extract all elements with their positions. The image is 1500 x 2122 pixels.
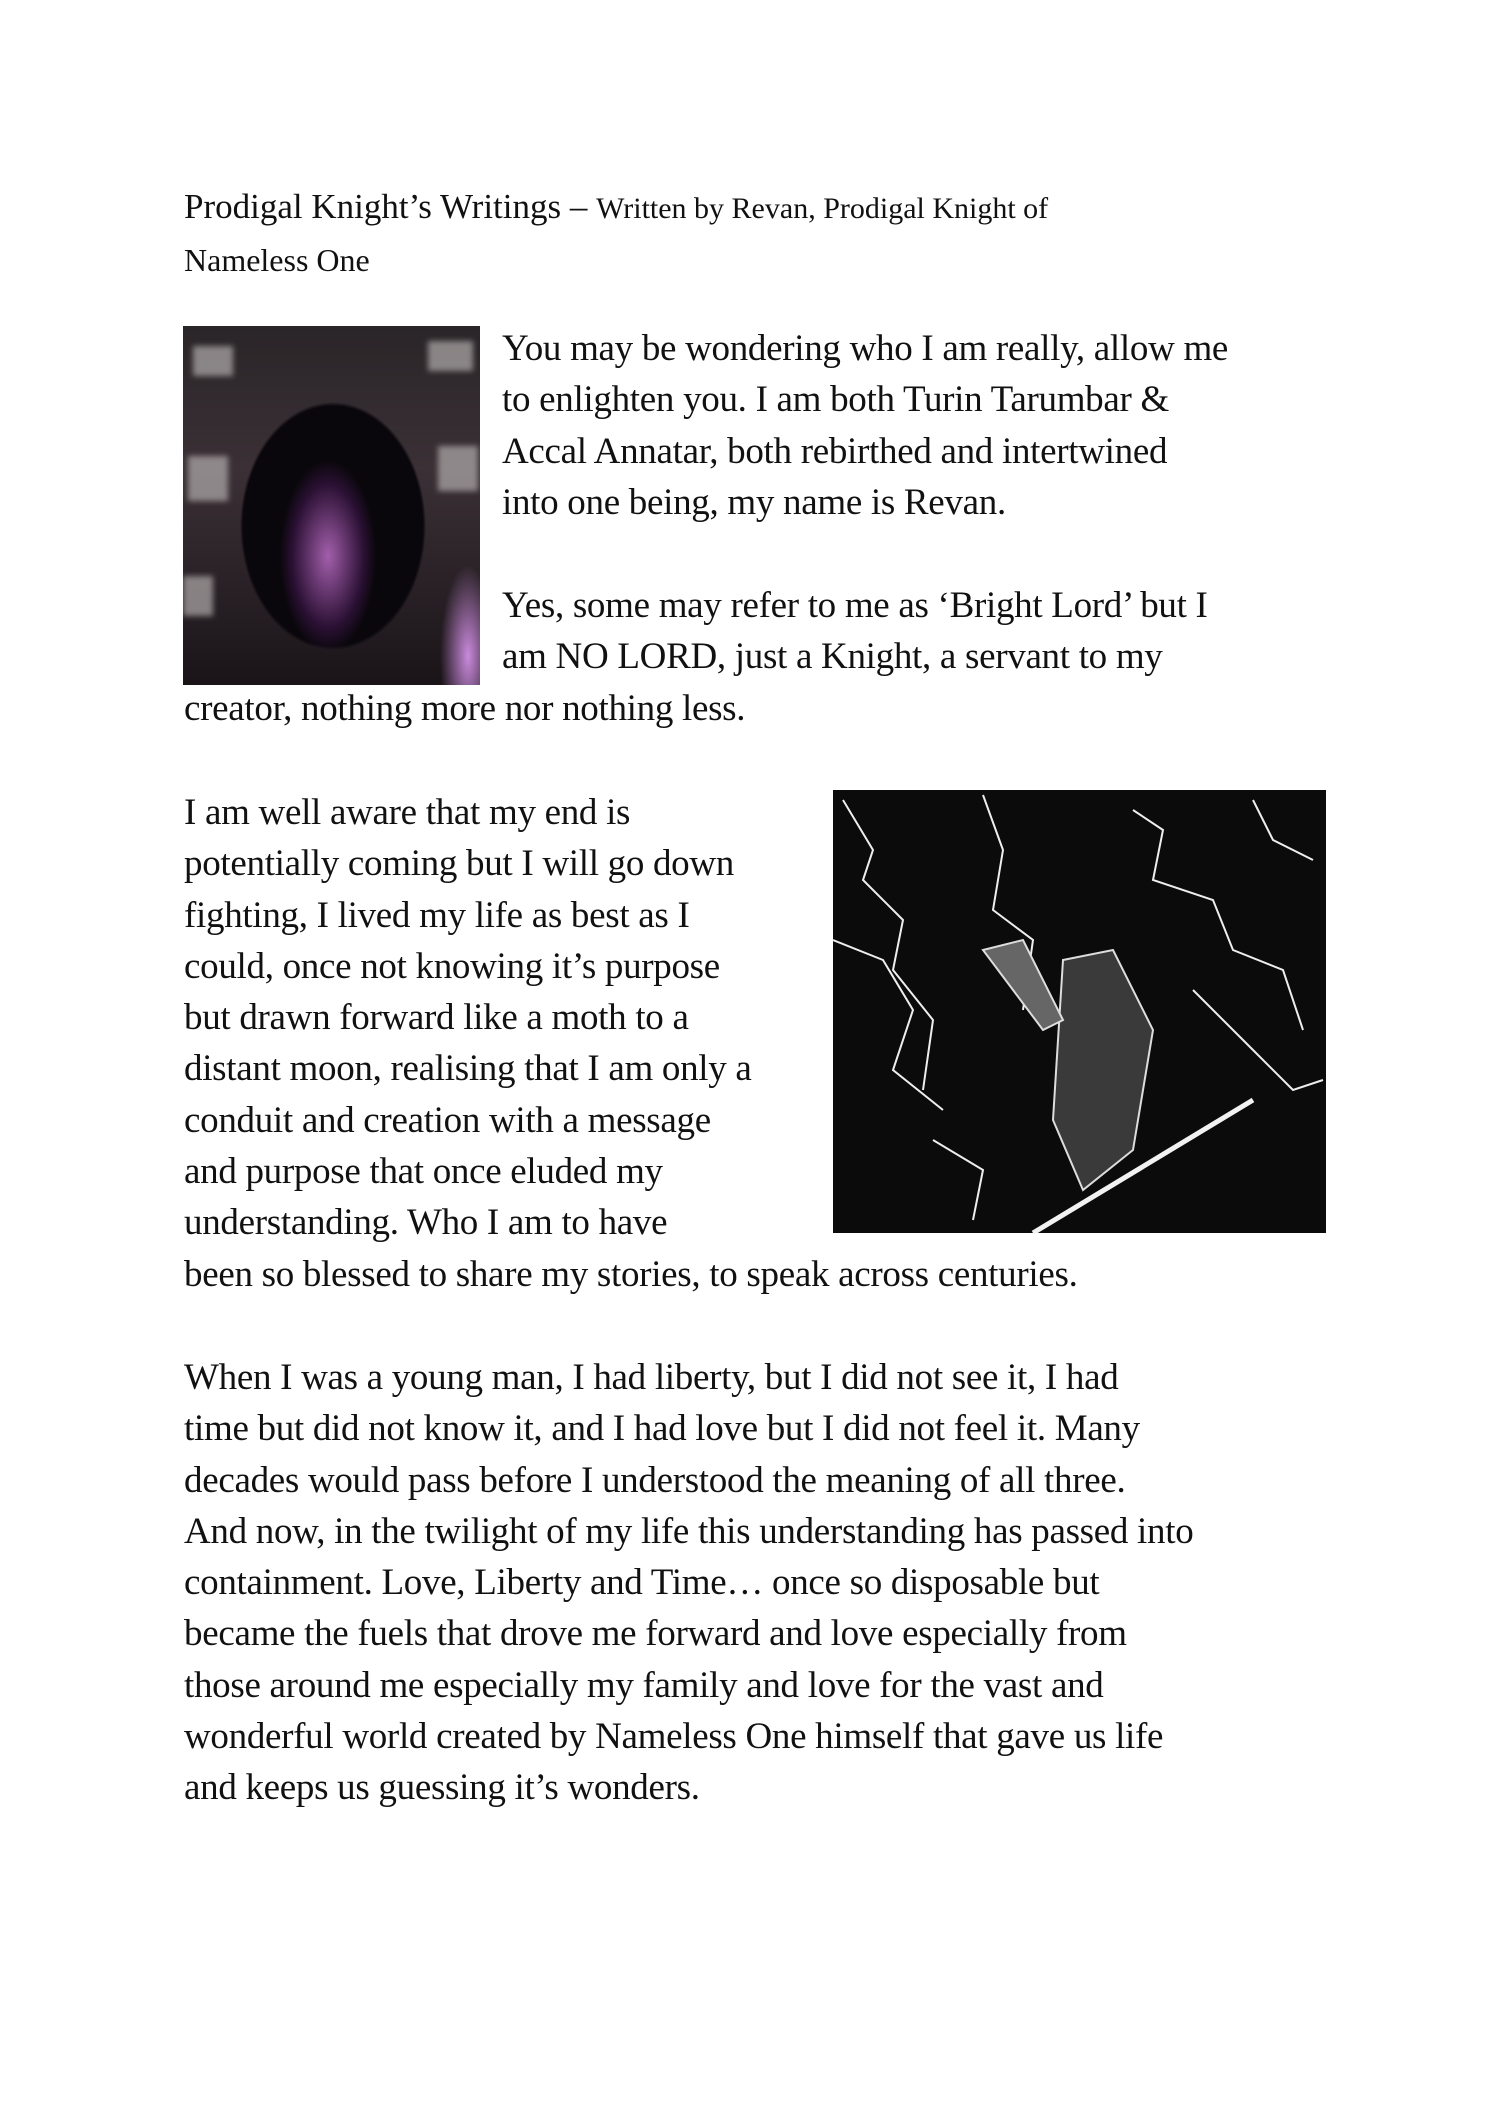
text-line: fighting, I lived my life as best as I	[184, 894, 690, 936]
paragraph-2	[184, 580, 1208, 734]
text-line: could, once not knowing it’s purpose	[184, 945, 720, 987]
text-line: You may be wondering who I am really, allow me	[502, 328, 1229, 369]
text-line: to enlighten you. I am both Turin Tarumbar &	[502, 379, 1169, 421]
text-line: Yes, some may refer to me as ‘Bright Lord’ but I	[502, 585, 1208, 626]
text-line: Accal Annatar, both rebirthed and intertwined	[502, 430, 1168, 472]
text-line: conduit and creation with a message	[184, 1099, 711, 1141]
title-main: Prodigal Knight’s Writings –	[184, 187, 597, 226]
title-byline: Written by Revan, Prodigal Knight of	[596, 192, 1049, 225]
text-line: time but did not know it, and I had love but I did not feel it. Many	[184, 1408, 1140, 1450]
text-line: decades would pass before I understood the meaning of all three.	[184, 1459, 1126, 1501]
text-line: I am well aware that my end is	[184, 792, 631, 833]
title-byline-cont: Nameless One	[184, 242, 370, 278]
text-line: been so blessed to share my stories, to speak across centuries.	[184, 1253, 1078, 1295]
paragraph-4	[184, 1352, 1193, 1814]
text-line: When I was a young man, I had liberty, but I did not see it, I had	[184, 1357, 1119, 1398]
paragraph-1	[184, 323, 1228, 528]
text-line: potentially coming but I will go down	[184, 843, 735, 885]
paragraph-3	[184, 787, 1078, 1300]
text-line: distant moon, realising that I am only a	[184, 1048, 752, 1090]
text-line: into one being, my name is Revan.	[502, 481, 1006, 523]
text-line: understanding. Who I am to have	[184, 1202, 668, 1244]
document-title	[184, 184, 1048, 290]
text-line: became the fuels that drove me forward and love especially from	[184, 1613, 1127, 1655]
text-line: and keeps us guessing it’s wonders.	[184, 1767, 700, 1809]
text-line: am NO LORD, just a Knight, a servant to my	[502, 636, 1163, 678]
text-line: and purpose that once eluded my	[184, 1151, 663, 1193]
text-line: wonderful world created by Nameless One himself that gave us life	[184, 1716, 1164, 1758]
text-line: creator, nothing more nor nothing less.	[184, 687, 746, 729]
text-line: those around me especially my family and love for the vast and	[184, 1664, 1104, 1706]
text-line: containment. Love, Liberty and Time… once so disposable but	[184, 1562, 1100, 1604]
text-line: but drawn forward like a moth to a	[184, 997, 689, 1039]
text-line: And now, in the twilight of my life this understanding has passed into	[184, 1510, 1194, 1552]
